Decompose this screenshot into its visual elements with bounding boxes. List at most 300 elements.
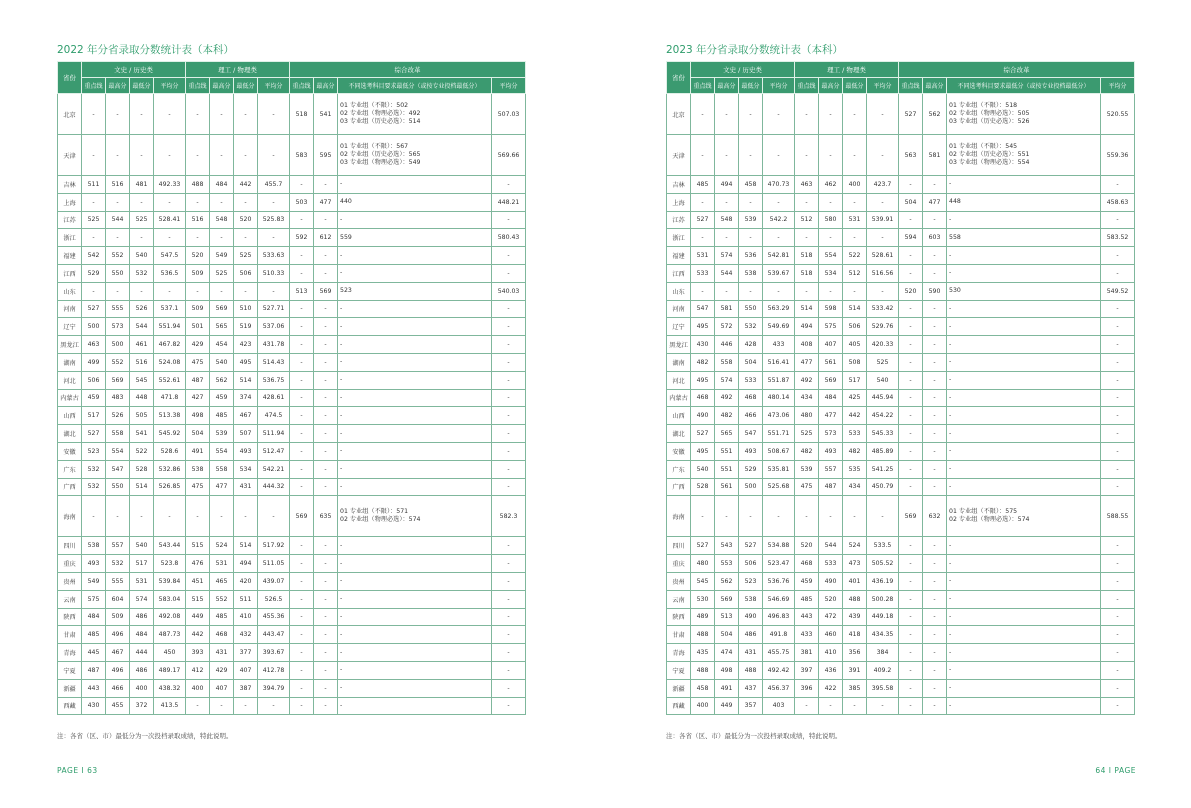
header-sub: 重点线 [290, 78, 314, 94]
table-cell: 468 [795, 555, 819, 573]
requirement-line: - [340, 322, 343, 330]
table-cell: - [1101, 608, 1135, 626]
table-cell: - [899, 389, 923, 407]
table-cell: 547.5 [154, 247, 186, 265]
table-cell: 526 [106, 407, 130, 425]
table-cell: - [923, 318, 947, 336]
table-cell: - [290, 425, 314, 443]
table-cell: 541 [314, 94, 338, 135]
requirement-cell [338, 644, 492, 662]
table-cell: - [314, 644, 338, 662]
table-cell: - [314, 537, 338, 555]
table-cell: 484 [130, 626, 154, 644]
header-sub: 平均分 [258, 78, 290, 94]
province-cell: 吉林 [58, 176, 82, 194]
table-cell: 575 [819, 318, 843, 336]
table-cell: 480 [691, 555, 715, 573]
table-cell: - [492, 460, 526, 478]
requirement-cell [338, 555, 492, 573]
table-cell: 547 [106, 460, 130, 478]
table-cell: 397 [795, 661, 819, 679]
table-cell: - [492, 264, 526, 282]
header-sub: 平均分 [867, 78, 899, 94]
table-cell: 456.37 [763, 679, 795, 697]
table-cell: 572 [715, 318, 739, 336]
table-cell: 463 [82, 336, 106, 354]
table-cell: - [492, 679, 526, 697]
table-cell: 594 [899, 229, 923, 247]
table-cell: - [899, 608, 923, 626]
table-row [58, 318, 526, 336]
table-cell: - [492, 353, 526, 371]
table-cell: 580 [819, 211, 843, 229]
requirement-cell [947, 626, 1101, 644]
province-cell: 浙江 [667, 229, 691, 247]
table-cell: 515 [186, 590, 210, 608]
table-cell: 581 [923, 135, 947, 176]
table-cell: - [899, 697, 923, 715]
table-cell: 528 [130, 460, 154, 478]
page-title: 2023 年分省录取分数统计表（本科） [666, 44, 844, 56]
table-cell: 527 [739, 537, 763, 555]
table-cell: - [715, 135, 739, 176]
table-cell: - [1101, 679, 1135, 697]
table-cell: 533.63 [258, 247, 290, 265]
requirement-cell [947, 247, 1101, 265]
header-sub: 最低分 [843, 78, 867, 94]
province-cell: 山东 [58, 282, 82, 300]
table-cell: 395.58 [867, 679, 899, 697]
requirement-cell [338, 407, 492, 425]
table-row [58, 389, 526, 407]
table-cell: 410 [234, 608, 258, 626]
table-cell: 522 [130, 442, 154, 460]
header-sub: 平均分 [763, 78, 795, 94]
province-cell: 吉林 [667, 176, 691, 194]
province-cell: 辽宁 [58, 318, 82, 336]
requirement-cell [338, 425, 492, 443]
table-cell: 524 [210, 537, 234, 555]
province-cell: 江苏 [58, 211, 82, 229]
province-cell: 黑龙江 [667, 336, 691, 354]
table-cell: 509 [106, 608, 130, 626]
table-cell: - [819, 94, 843, 135]
table-cell: 474.5 [258, 407, 290, 425]
requirement-line: - [949, 251, 952, 259]
table-row [667, 608, 1135, 626]
requirement-cell [338, 211, 492, 229]
table-row [667, 460, 1135, 478]
table-cell: - [106, 496, 130, 537]
table-cell: - [492, 176, 526, 194]
table-cell: 434 [795, 389, 819, 407]
table-cell: - [899, 590, 923, 608]
table-cell: 544 [715, 264, 739, 282]
requirement-cell [947, 661, 1101, 679]
province-cell: 宁夏 [667, 661, 691, 679]
table-row [58, 478, 526, 496]
requirement-line: - [340, 482, 343, 490]
table-cell: 433 [763, 336, 795, 354]
table-cell: 540 [691, 460, 715, 478]
table-cell: 552 [106, 353, 130, 371]
requirement-line: 03 专业组（历史必选）：514 [340, 118, 421, 125]
table-cell: - [154, 193, 186, 211]
table-cell: - [819, 697, 843, 715]
table-cell: 492.42 [763, 661, 795, 679]
province-cell: 山东 [667, 282, 691, 300]
table-cell: - [795, 496, 819, 537]
table-row [58, 135, 526, 176]
table-cell: - [154, 135, 186, 176]
requirement-cell [338, 572, 492, 590]
table-cell: - [492, 572, 526, 590]
table-cell: 482 [715, 407, 739, 425]
table-cell: 504 [715, 626, 739, 644]
header-sub: 最高分 [819, 78, 843, 94]
province-cell: 贵州 [667, 572, 691, 590]
table-cell: 487 [82, 661, 106, 679]
table-cell: 432 [234, 626, 258, 644]
province-cell: 海南 [667, 496, 691, 537]
table-cell: - [899, 371, 923, 389]
table-cell: - [843, 282, 867, 300]
table-cell: 409.2 [867, 661, 899, 679]
table-row [58, 555, 526, 573]
requirement-cell [947, 176, 1101, 194]
header-sub: 最低分 [130, 78, 154, 94]
table-cell: - [1101, 318, 1135, 336]
table-cell: 492.08 [154, 608, 186, 626]
requirement-cell [947, 442, 1101, 460]
requirement-cell [947, 229, 1101, 247]
table-cell: - [314, 389, 338, 407]
table-cell: 558 [210, 460, 234, 478]
header-group-li: 理工 / 物理类 [186, 62, 290, 78]
requirement-cell [338, 282, 492, 300]
table-cell: - [492, 697, 526, 715]
requirement-line: - [340, 251, 343, 259]
requirement-line: 02 专业组（物理必选）：574 [949, 516, 1030, 524]
requirement-line: - [340, 541, 343, 549]
province-cell: 河南 [58, 300, 82, 318]
requirement-line: - [949, 701, 952, 709]
requirement-cell [338, 697, 492, 715]
table-cell: 489 [691, 608, 715, 626]
table-cell: 400 [186, 679, 210, 697]
table-cell: - [1101, 537, 1135, 555]
table-cell: 524 [843, 537, 867, 555]
requirement-cell [947, 282, 1101, 300]
requirement-line: - [949, 541, 952, 549]
table-cell: 493 [234, 442, 258, 460]
table-cell: 357 [739, 697, 763, 715]
table-cell: - [492, 318, 526, 336]
table-cell: - [82, 229, 106, 247]
table-cell: 443 [82, 679, 106, 697]
requirement-line: 01 专业组（不限）：502 [340, 102, 409, 109]
table-row [58, 496, 526, 537]
table-cell: 455 [106, 697, 130, 715]
table-cell: 528.61 [867, 247, 899, 265]
header-sub: 最低分 [234, 78, 258, 94]
table-cell: 532 [106, 555, 130, 573]
table-row [667, 300, 1135, 318]
table-cell: 514 [234, 537, 258, 555]
table-cell: - [130, 229, 154, 247]
table-cell: 506 [843, 318, 867, 336]
table-row [667, 247, 1135, 265]
table-cell: - [314, 679, 338, 697]
table-cell: 519 [234, 318, 258, 336]
table-cell: 540 [867, 371, 899, 389]
table-cell: 377 [234, 644, 258, 662]
requirement-line: - [949, 180, 952, 188]
requirement-line: - [949, 684, 952, 692]
table-row [58, 282, 526, 300]
table-cell: 482 [795, 442, 819, 460]
table-cell: 604 [106, 590, 130, 608]
table-cell: 528.6 [154, 442, 186, 460]
requirement-cell [338, 371, 492, 389]
table-cell: 533 [739, 371, 763, 389]
province-cell: 陕西 [58, 608, 82, 626]
requirement-cell [947, 407, 1101, 425]
header-sub: 最高分 [106, 78, 130, 94]
table-cell: - [290, 211, 314, 229]
table-cell: 448.21 [492, 193, 526, 211]
table-cell: - [923, 460, 947, 478]
requirement-line: - [340, 180, 343, 188]
table-row [58, 211, 526, 229]
table-cell: 449.18 [867, 608, 899, 626]
table-cell: 393.67 [258, 644, 290, 662]
table-cell: - [290, 555, 314, 573]
table-cell: 498 [715, 661, 739, 679]
table-cell: 516.41 [763, 353, 795, 371]
province-cell: 甘肃 [58, 626, 82, 644]
table-cell: 488 [691, 626, 715, 644]
footnote: 注：各省（区、市）最低分为一次投档录取成绩，特此说明。 [666, 732, 842, 740]
table-row [58, 537, 526, 555]
table-cell: 538 [82, 537, 106, 555]
table-cell: - [314, 425, 338, 443]
table-cell: - [739, 193, 763, 211]
table-cell: 518 [795, 247, 819, 265]
table-cell: 466 [106, 679, 130, 697]
table-cell: 510.33 [258, 264, 290, 282]
table-row [58, 264, 526, 282]
requirement-cell [947, 478, 1101, 496]
table-cell: 526 [130, 300, 154, 318]
table-cell: - [899, 679, 923, 697]
table-cell: - [795, 193, 819, 211]
table-cell: - [492, 389, 526, 407]
requirement-line: 523 [340, 287, 352, 295]
table-cell: - [867, 282, 899, 300]
table-row [667, 478, 1135, 496]
table-cell: 527 [691, 211, 715, 229]
table-cell: 487.73 [154, 626, 186, 644]
table-cell: - [843, 94, 867, 135]
table-cell: 525.68 [763, 478, 795, 496]
table-cell: 554 [819, 247, 843, 265]
table-cell: 520 [819, 590, 843, 608]
requirement-line: - [340, 577, 343, 585]
table-cell: 549 [82, 572, 106, 590]
table-cell: 477 [819, 407, 843, 425]
table-cell: 493 [82, 555, 106, 573]
table-cell: - [290, 537, 314, 555]
table-cell: - [234, 697, 258, 715]
table-cell: - [314, 697, 338, 715]
table-cell: 569 [106, 371, 130, 389]
requirement-cell [338, 193, 492, 211]
table-cell: 612 [314, 229, 338, 247]
requirement-cell [338, 679, 492, 697]
table-cell: 372 [130, 697, 154, 715]
table-cell: 527 [82, 300, 106, 318]
requirement-line: - [949, 429, 952, 437]
requirement-line: - [949, 482, 952, 490]
page-number: 64 I PAGE [1095, 766, 1136, 775]
table-cell: 445.94 [867, 389, 899, 407]
table-cell: - [82, 135, 106, 176]
table-cell: 485 [210, 407, 234, 425]
table-row [58, 608, 526, 626]
province-cell: 浙江 [58, 229, 82, 247]
table-cell: - [290, 460, 314, 478]
table-cell: 512.47 [258, 442, 290, 460]
requirement-line: 01 专业组（不限）：545 [949, 143, 1018, 150]
table-cell: 545 [130, 371, 154, 389]
header-group-wen: 文史 / 历史类 [691, 62, 795, 78]
requirement-cell [947, 336, 1101, 354]
requirement-line: 03 专业组（历史必选）：526 [949, 118, 1030, 125]
table-cell: - [492, 407, 526, 425]
table-cell: - [130, 282, 154, 300]
table-cell: 485 [82, 626, 106, 644]
table-cell: - [763, 94, 795, 135]
table-cell: 420.33 [867, 336, 899, 354]
table-cell: 484 [210, 176, 234, 194]
table-cell: - [290, 353, 314, 371]
table-cell: - [739, 282, 763, 300]
table-cell: - [314, 247, 338, 265]
table-cell: 574 [715, 247, 739, 265]
table-row [667, 572, 1135, 590]
table-cell: - [867, 496, 899, 537]
table-row [667, 644, 1135, 662]
table-cell: - [234, 229, 258, 247]
requirement-cell [338, 353, 492, 371]
table-cell: - [314, 264, 338, 282]
requirement-line: 02 专业组（历史必选）：551 [949, 151, 1030, 158]
table-cell: - [899, 478, 923, 496]
table-cell: - [130, 94, 154, 135]
requirement-cell [947, 697, 1101, 715]
table-cell: 467 [106, 644, 130, 662]
table-cell: - [290, 389, 314, 407]
table-cell: - [899, 211, 923, 229]
table-cell: 536.75 [258, 371, 290, 389]
table-cell: - [899, 537, 923, 555]
province-cell: 云南 [58, 590, 82, 608]
table-cell: 400 [130, 679, 154, 697]
table-cell: 455.36 [258, 608, 290, 626]
table-cell: 526.85 [154, 478, 186, 496]
table-cell: - [130, 135, 154, 176]
table-cell: 384 [867, 644, 899, 662]
header-sub: 平均分 [492, 78, 526, 94]
table-cell: - [82, 94, 106, 135]
requirement-cell [947, 608, 1101, 626]
requirement-line: - [340, 358, 343, 366]
table-cell: 532 [82, 478, 106, 496]
table-cell: 514.43 [258, 353, 290, 371]
table-cell: 545.92 [154, 425, 186, 443]
table-cell: - [1101, 176, 1135, 194]
table-cell: - [795, 229, 819, 247]
requirement-cell [338, 176, 492, 194]
table-cell: 471.8 [154, 389, 186, 407]
table-cell: - [314, 460, 338, 478]
table-cell: - [154, 282, 186, 300]
table-cell: 490 [691, 407, 715, 425]
table-cell: 539.67 [763, 264, 795, 282]
table-cell: 533.42 [867, 300, 899, 318]
table-cell: - [186, 94, 210, 135]
table-cell: 525.83 [258, 211, 290, 229]
table-cell: 534 [234, 460, 258, 478]
table-cell: 525 [867, 353, 899, 371]
table-cell: - [314, 626, 338, 644]
table-row [667, 697, 1135, 715]
table-cell: - [867, 193, 899, 211]
table-cell: - [899, 300, 923, 318]
table-cell: 460 [819, 626, 843, 644]
table-cell: - [492, 442, 526, 460]
table-cell: 488 [186, 176, 210, 194]
table-cell: 495 [691, 371, 715, 389]
table-cell: - [899, 247, 923, 265]
requirement-cell [338, 537, 492, 555]
table-cell: 527 [691, 425, 715, 443]
requirement-line: - [949, 612, 952, 620]
header-sub: 重点线 [899, 78, 923, 94]
table-cell: 569 [290, 496, 314, 537]
table-cell: 509 [186, 300, 210, 318]
table-cell: 486 [739, 626, 763, 644]
table-cell: 549.52 [1101, 282, 1135, 300]
table-cell: 396 [795, 679, 819, 697]
province-cell: 青海 [667, 644, 691, 662]
table-cell: - [210, 135, 234, 176]
table-row [58, 590, 526, 608]
table-cell: 485 [691, 176, 715, 194]
table-cell: 493 [819, 442, 843, 460]
table-cell: 520 [795, 537, 819, 555]
table-cell: 437 [739, 679, 763, 697]
table-cell: - [923, 644, 947, 662]
requirement-line: 03 专业组（物理必选）：549 [340, 159, 421, 166]
requirement-cell [947, 590, 1101, 608]
table-cell: - [186, 496, 210, 537]
table-cell: 527 [899, 94, 923, 135]
province-cell: 新疆 [58, 679, 82, 697]
requirement-cell [338, 94, 492, 135]
table-cell: - [763, 496, 795, 537]
